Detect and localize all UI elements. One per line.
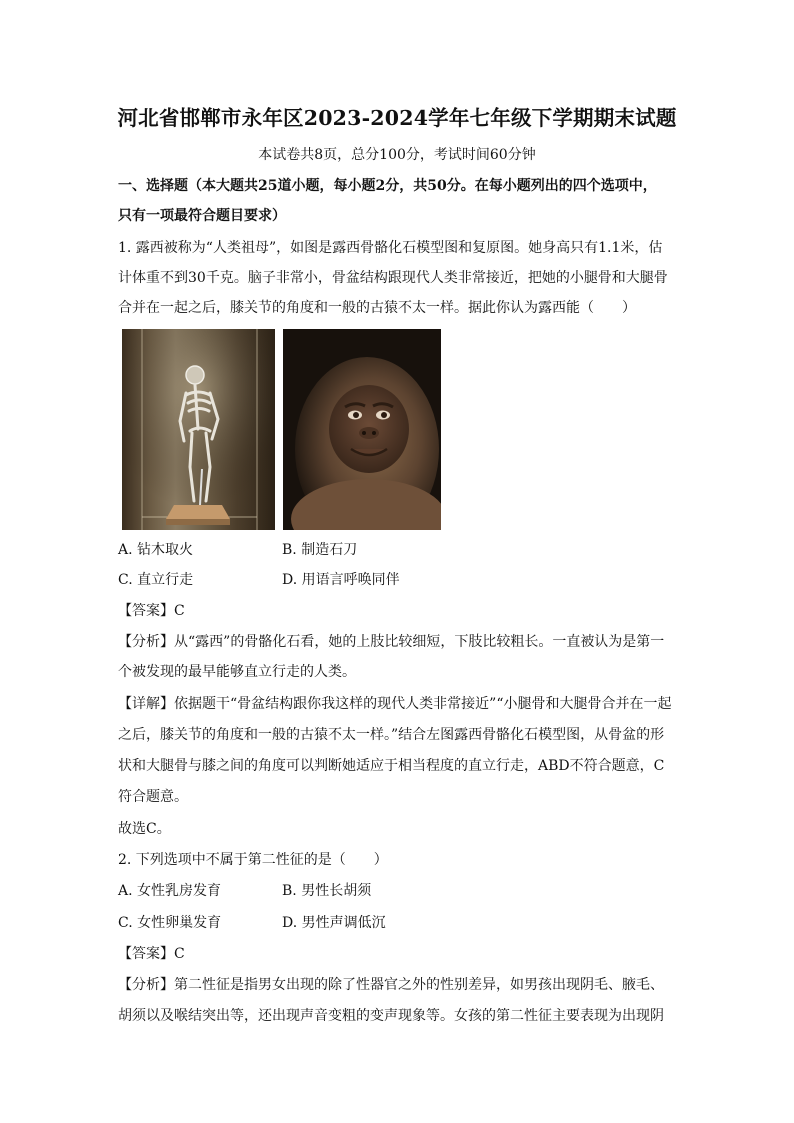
q1-conclusion: 故选C。 (118, 821, 171, 837)
q1-detail-line-1: 【详解】依据题干“骨盆结构跟你我这样的现代人类非常接近”“小腿骨和大腿骨合并在一起 (118, 696, 672, 712)
q1-stem-line-1: 1. 露西被称为“人类祖母”，如图是露西骨骼化石模型图和复原图。她身高只有1.1米，估 (118, 240, 663, 256)
q2-analysis-line-1: 【分析】第二性征是指男女出现的除了性器官之外的性别差异，如男孩出现阴毛、腋毛、 (118, 977, 664, 993)
q1-option-c: C. 直立行走 (118, 572, 194, 588)
q2-answer: 【答案】C (118, 946, 185, 962)
q2-option-b: B. 男性长胡须 (282, 883, 372, 899)
exam-info: 本试卷共8页，总分100分，考试时间60分钟 (258, 147, 536, 163)
q1-analysis-line-1: 【分析】从“露西”的骨骼化石看，她的上肢比较细短，下肢比较粗长。一直被认为是第一 (118, 634, 665, 650)
q1-answer: 【答案】C (118, 603, 185, 619)
q1-detail-line-4: 符合题意。 (118, 789, 188, 805)
lucy-reconstruction-image (283, 329, 441, 530)
q1-stem-line-2: 计体重不到30千克。脑子非常小，骨盆结构跟现代人类非常接近，把她的小腿骨和大腿骨 (118, 270, 668, 286)
q2-option-a: A. 女性乳房发育 (118, 883, 222, 899)
q2-analysis-line-2: 胡须以及喉结突出等，还出现声音变粗的变声现象等。女孩的第二性征主要表现为出现阴 (118, 1008, 664, 1024)
q2-option-d: D. 男性声调低沉 (282, 915, 386, 931)
q1-option-b: B. 制造石刀 (282, 542, 358, 558)
q1-option-d: D. 用语言呼唤同伴 (282, 572, 400, 588)
q2-option-c: C. 女性卵巢发育 (118, 915, 222, 931)
q1-analysis-line-2: 个被发现的最早能够直立行走的人类。 (118, 664, 356, 680)
page-title: 河北省邯郸市永年区2023-2024学年七年级下学期期末试题 (117, 106, 677, 130)
q1-detail-line-3: 状和大腿骨与膝之间的角度可以判断她适应于相当程度的直立行走，ABD不符合题意，C (118, 758, 665, 774)
q1-stem-line-3: 合并在一起之后，膝关节的角度和一般的古猿不太一样。据此你认为露西能（ ） (118, 300, 636, 316)
q1-detail-line-2: 之后，膝关节的角度和一般的古猿不太一样。”结合左图露西骨骼化石模型图，从骨盆的形 (118, 727, 665, 743)
section-heading-line-1: 一、选择题（本大题共25道小题，每小题2分，共50分。在每小题列出的四个选项中， (118, 178, 657, 194)
q1-option-a: A. 钻木取火 (118, 542, 194, 558)
lucy-skeleton-image (122, 329, 275, 530)
q2-stem: 2. 下列选项中不属于第二性征的是（ ） (118, 852, 388, 868)
section-heading-line-2: 只有一项最符合题目要求） (118, 208, 286, 224)
